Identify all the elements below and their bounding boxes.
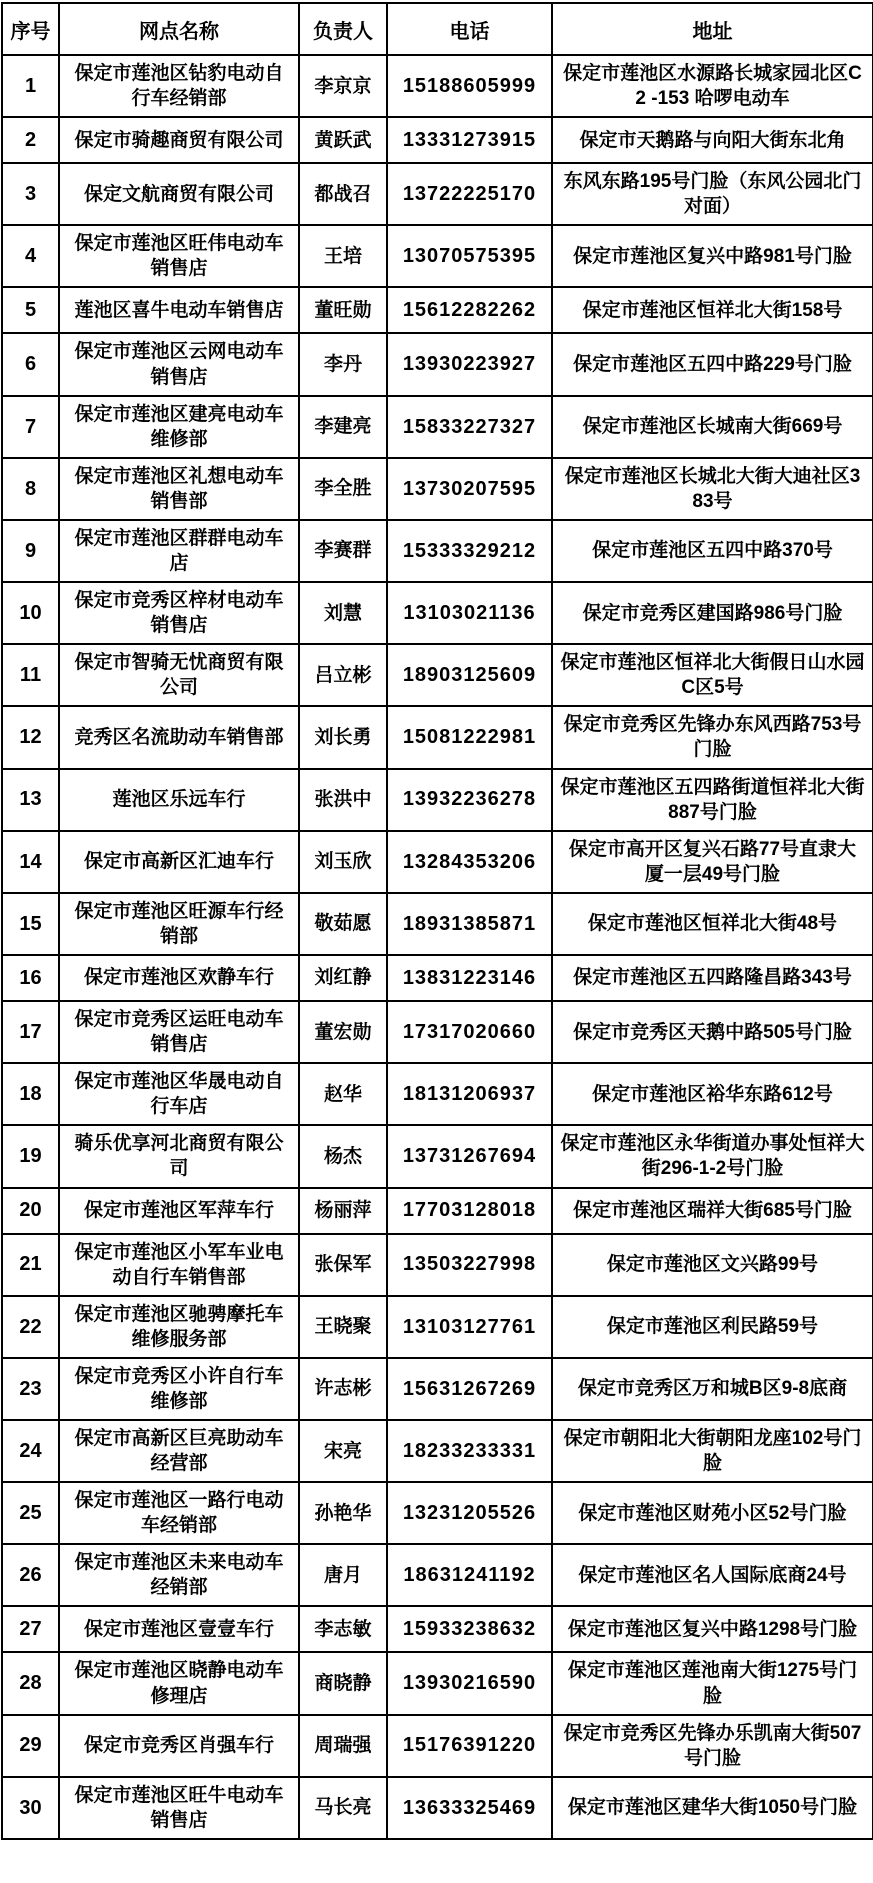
- table-row: [2, 582, 873, 644]
- table-row: [2, 1296, 873, 1358]
- cell-person: 马长亮: [299, 1777, 387, 1839]
- cell-address: 保定市天鹅路与向阳大街东北角: [552, 117, 873, 163]
- cell-name: 莲池区乐远车行: [59, 769, 299, 831]
- cell-no: 11: [2, 644, 59, 706]
- table-row: [2, 1606, 873, 1652]
- cell-person: 吕立彬: [299, 644, 387, 706]
- table-row: [2, 1063, 873, 1125]
- cell-name: 保定市莲池区驰骋摩托车维修服务部: [59, 1296, 299, 1358]
- cell-name: 保定市莲池区钻豹电动自行车经销部: [59, 55, 299, 117]
- cell-address: 保定市莲池区五四中路229号门脸: [552, 333, 873, 395]
- cell-name: 保定市莲池区华晟电动自行车店: [59, 1063, 299, 1125]
- table-row: [2, 117, 873, 163]
- cell-phone: 18631241192: [387, 1544, 552, 1606]
- cell-no: 10: [2, 582, 59, 644]
- cell-person: 商晓静: [299, 1652, 387, 1714]
- cell-phone: 17317020660: [387, 1001, 552, 1063]
- cell-phone: 15933238632: [387, 1606, 552, 1652]
- cell-address: 保定市莲池区长城北大街大迪社区383号: [552, 458, 873, 520]
- cell-phone: 15333329212: [387, 520, 552, 582]
- cell-person: 张洪中: [299, 769, 387, 831]
- cell-no: 15: [2, 893, 59, 955]
- cell-no: 4: [2, 225, 59, 287]
- cell-name: 保定市莲池区建亮电动车维修部: [59, 396, 299, 458]
- cell-no: 16: [2, 955, 59, 1001]
- table-header-row: [2, 3, 873, 55]
- cell-no: 7: [2, 396, 59, 458]
- table-row: [2, 955, 873, 1001]
- cell-phone: 13331273915: [387, 117, 552, 163]
- cell-no: 21: [2, 1234, 59, 1296]
- cell-person: 李丹: [299, 333, 387, 395]
- cell-address: 东风东路195号门脸（东风公园北门对面）: [552, 163, 873, 225]
- cell-name: 骑乐优享河北商贸有限公司: [59, 1125, 299, 1187]
- cell-phone: 18131206937: [387, 1063, 552, 1125]
- cell-person: 都战召: [299, 163, 387, 225]
- cell-name: 保定市竞秀区小许自行车维修部: [59, 1358, 299, 1420]
- cell-name: 保定市莲池区一路行电动车经销部: [59, 1482, 299, 1544]
- cell-address: 保定市莲池区财苑小区52号门脸: [552, 1482, 873, 1544]
- cell-person: 宋亮: [299, 1420, 387, 1482]
- column-header-no: 序号: [2, 3, 59, 55]
- cell-no: 22: [2, 1296, 59, 1358]
- table-row: [2, 287, 873, 333]
- cell-phone: 15631267269: [387, 1358, 552, 1420]
- table-row: [2, 1234, 873, 1296]
- cell-person: 杨杰: [299, 1125, 387, 1187]
- cell-address: 保定市莲池区复兴中路981号门脸: [552, 225, 873, 287]
- cell-address: 保定市竞秀区建国路986号门脸: [552, 582, 873, 644]
- cell-person: 李全胜: [299, 458, 387, 520]
- table-row: [2, 1125, 873, 1187]
- cell-no: 26: [2, 1544, 59, 1606]
- cell-address: 保定市竞秀区先锋办乐凯南大街507号门脸: [552, 1715, 873, 1777]
- cell-phone: 13932236278: [387, 769, 552, 831]
- cell-name: 保定文航商贸有限公司: [59, 163, 299, 225]
- table-row: [2, 1001, 873, 1063]
- cell-person: 王培: [299, 225, 387, 287]
- cell-address: 保定市莲池区恒祥北大街假日山水园C区5号: [552, 644, 873, 706]
- cell-address: 保定市莲池区五四路街道恒祥北大街887号门脸: [552, 769, 873, 831]
- cell-phone: 13633325469: [387, 1777, 552, 1839]
- cell-person: 李京京: [299, 55, 387, 117]
- cell-no: 5: [2, 287, 59, 333]
- cell-address: 保定市莲池区五四中路370号: [552, 520, 873, 582]
- cell-phone: 18233233331: [387, 1420, 552, 1482]
- cell-address: 保定市莲池区建华大街1050号门脸: [552, 1777, 873, 1839]
- cell-no: 8: [2, 458, 59, 520]
- cell-name: 莲池区喜牛电动车销售店: [59, 287, 299, 333]
- cell-no: 13: [2, 769, 59, 831]
- cell-address: 保定市莲池区恒祥北大街48号: [552, 893, 873, 955]
- table-row: [2, 520, 873, 582]
- column-header-address: 地址: [552, 3, 873, 55]
- column-header-name: 网点名称: [59, 3, 299, 55]
- cell-address: 保定市莲池区恒祥北大街158号: [552, 287, 873, 333]
- cell-person: 刘红静: [299, 955, 387, 1001]
- cell-name: 保定市莲池区晓静电动车修理店: [59, 1652, 299, 1714]
- cell-address: 保定市竞秀区天鹅中路505号门脸: [552, 1001, 873, 1063]
- cell-name: 保定市莲池区云网电动车销售店: [59, 333, 299, 395]
- cell-person: 李建亮: [299, 396, 387, 458]
- cell-phone: 13284353206: [387, 831, 552, 893]
- cell-no: 24: [2, 1420, 59, 1482]
- cell-phone: 13730207595: [387, 458, 552, 520]
- cell-name: 保定市竞秀区肖强车行: [59, 1715, 299, 1777]
- cell-phone: 18903125609: [387, 644, 552, 706]
- column-header-phone: 电话: [387, 3, 552, 55]
- cell-address: 保定市竞秀区万和城B区9-8底商: [552, 1358, 873, 1420]
- cell-person: 杨丽萍: [299, 1188, 387, 1234]
- cell-phone: 13231205526: [387, 1482, 552, 1544]
- table-row: [2, 1358, 873, 1420]
- cell-name: 保定市莲池区旺牛电动车销售店: [59, 1777, 299, 1839]
- cell-name: 保定市骑趣商贸有限公司: [59, 117, 299, 163]
- cell-person: 刘玉欣: [299, 831, 387, 893]
- cell-name: 保定市莲池区群群电动车店: [59, 520, 299, 582]
- cell-person: 孙艳华: [299, 1482, 387, 1544]
- cell-address: 保定市莲池区复兴中路1298号门脸: [552, 1606, 873, 1652]
- cell-address: 保定市朝阳北大街朝阳龙座102号门脸: [552, 1420, 873, 1482]
- cell-phone: 15612282262: [387, 287, 552, 333]
- table-row: [2, 55, 873, 117]
- cell-no: 25: [2, 1482, 59, 1544]
- dealer-network-table: [1, 2, 873, 1840]
- cell-name: 保定市高新区汇迪车行: [59, 831, 299, 893]
- cell-name: 竞秀区名流助动车销售部: [59, 706, 299, 768]
- column-header-person: 负责人: [299, 3, 387, 55]
- table-row: [2, 396, 873, 458]
- cell-address: 保定市莲池区五四路隆昌路343号: [552, 955, 873, 1001]
- cell-no: 30: [2, 1777, 59, 1839]
- cell-address: 保定市莲池区瑞祥大街685号门脸: [552, 1188, 873, 1234]
- table-row: [2, 1482, 873, 1544]
- cell-name: 保定市莲池区军萍车行: [59, 1188, 299, 1234]
- table-row: [2, 1652, 873, 1714]
- cell-phone: 15176391220: [387, 1715, 552, 1777]
- cell-phone: 13731267694: [387, 1125, 552, 1187]
- table-row: [2, 333, 873, 395]
- table-row: [2, 769, 873, 831]
- cell-name: 保定市莲池区壹壹车行: [59, 1606, 299, 1652]
- cell-no: 9: [2, 520, 59, 582]
- cell-no: 12: [2, 706, 59, 768]
- cell-person: 唐月: [299, 1544, 387, 1606]
- table-row: [2, 831, 873, 893]
- cell-no: 28: [2, 1652, 59, 1714]
- cell-phone: 13503227998: [387, 1234, 552, 1296]
- cell-phone: 15833227327: [387, 396, 552, 458]
- cell-phone: 13070575395: [387, 225, 552, 287]
- cell-person: 许志彬: [299, 1358, 387, 1420]
- cell-no: 17: [2, 1001, 59, 1063]
- cell-phone: 13930216590: [387, 1652, 552, 1714]
- cell-person: 敬茹愿: [299, 893, 387, 955]
- cell-name: 保定市智骑无忧商贸有限公司: [59, 644, 299, 706]
- table-row: [2, 644, 873, 706]
- cell-no: 20: [2, 1188, 59, 1234]
- cell-name: 保定市莲池区旺伟电动车销售店: [59, 225, 299, 287]
- cell-name: 保定市莲池区未来电动车经销部: [59, 1544, 299, 1606]
- cell-address: 保定市莲池区利民路59号: [552, 1296, 873, 1358]
- table-row: [2, 893, 873, 955]
- cell-phone: 15081222981: [387, 706, 552, 768]
- cell-person: 刘长勇: [299, 706, 387, 768]
- cell-phone: 13103127761: [387, 1296, 552, 1358]
- cell-phone: 13103021136: [387, 582, 552, 644]
- cell-address: 保定市竞秀区先锋办东风西路753号门脸: [552, 706, 873, 768]
- cell-address: 保定市莲池区莲池南大街1275号门脸: [552, 1652, 873, 1714]
- table-row: [2, 1188, 873, 1234]
- cell-phone: 18931385871: [387, 893, 552, 955]
- cell-no: 29: [2, 1715, 59, 1777]
- cell-name: 保定市高新区巨亮助动车经营部: [59, 1420, 299, 1482]
- table-row: [2, 706, 873, 768]
- table-header: [2, 3, 873, 55]
- cell-no: 19: [2, 1125, 59, 1187]
- table-row: [2, 163, 873, 225]
- cell-no: 18: [2, 1063, 59, 1125]
- cell-name: 保定市莲池区礼想电动车销售部: [59, 458, 299, 520]
- cell-address: 保定市莲池区裕华东路612号: [552, 1063, 873, 1125]
- cell-address: 保定市莲池区永华街道办事处恒祥大街296-1-2号门脸: [552, 1125, 873, 1187]
- cell-person: 董旺勋: [299, 287, 387, 333]
- cell-phone: 17703128018: [387, 1188, 552, 1234]
- cell-name: 保定市竞秀区运旺电动车销售店: [59, 1001, 299, 1063]
- cell-no: 3: [2, 163, 59, 225]
- cell-address: 保定市莲池区水源路长城家园北区C2 -153 哈啰电动车: [552, 55, 873, 117]
- cell-person: 赵华: [299, 1063, 387, 1125]
- cell-phone: 13722225170: [387, 163, 552, 225]
- cell-name: 保定市竞秀区梓材电动车销售店: [59, 582, 299, 644]
- cell-name: 保定市莲池区小军车业电动自行车销售部: [59, 1234, 299, 1296]
- cell-person: 张保军: [299, 1234, 387, 1296]
- table-row: [2, 458, 873, 520]
- cell-phone: 15188605999: [387, 55, 552, 117]
- cell-person: 刘慧: [299, 582, 387, 644]
- cell-person: 黄跃武: [299, 117, 387, 163]
- table-body: [2, 55, 873, 1839]
- cell-no: 6: [2, 333, 59, 395]
- cell-no: 2: [2, 117, 59, 163]
- table-row: [2, 1544, 873, 1606]
- table-row: [2, 1420, 873, 1482]
- cell-address: 保定市莲池区名人国际底商24号: [552, 1544, 873, 1606]
- cell-address: 保定市高开区复兴石路77号直隶大厦一层49号门脸: [552, 831, 873, 893]
- cell-no: 27: [2, 1606, 59, 1652]
- cell-no: 14: [2, 831, 59, 893]
- cell-address: 保定市莲池区文兴路99号: [552, 1234, 873, 1296]
- cell-phone: 13831223146: [387, 955, 552, 1001]
- cell-no: 1: [2, 55, 59, 117]
- cell-name: 保定市莲池区欢静车行: [59, 955, 299, 1001]
- table-row: [2, 1715, 873, 1777]
- cell-person: 董宏勋: [299, 1001, 387, 1063]
- cell-address: 保定市莲池区长城南大街669号: [552, 396, 873, 458]
- cell-name: 保定市莲池区旺源车行经销部: [59, 893, 299, 955]
- table-row: [2, 225, 873, 287]
- cell-no: 23: [2, 1358, 59, 1420]
- table-row: [2, 1777, 873, 1839]
- cell-person: 李赛群: [299, 520, 387, 582]
- cell-person: 王晓聚: [299, 1296, 387, 1358]
- cell-phone: 13930223927: [387, 333, 552, 395]
- cell-person: 周瑞强: [299, 1715, 387, 1777]
- cell-person: 李志敏: [299, 1606, 387, 1652]
